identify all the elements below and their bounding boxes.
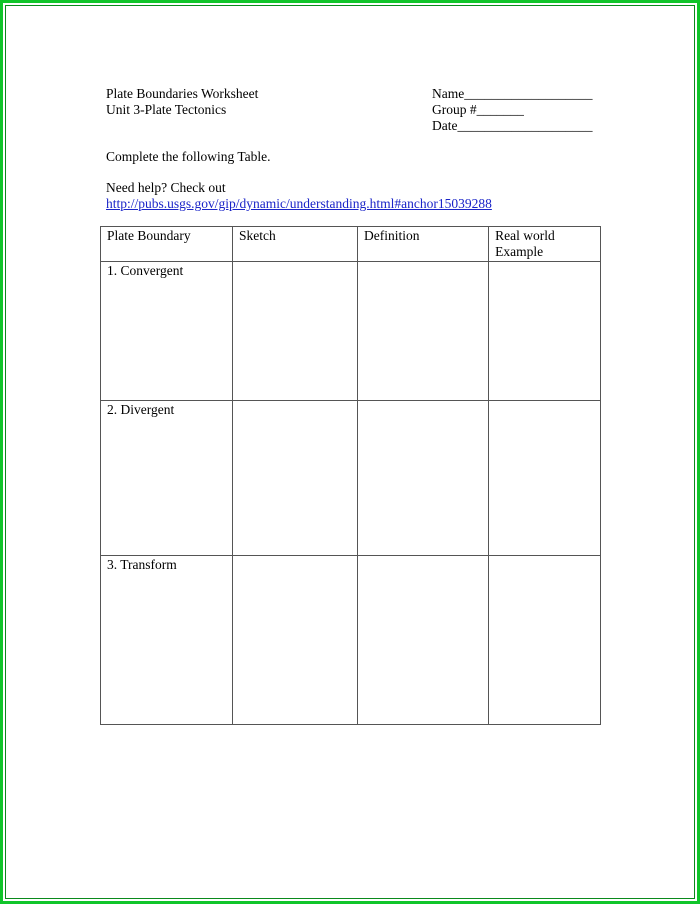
definition-cell[interactable]: [358, 401, 489, 556]
worksheet-title: Plate Boundaries Worksheet: [106, 86, 259, 101]
col-header-definition: Definition: [358, 227, 489, 262]
row-label-transform: 3. Transform: [101, 556, 233, 725]
help-block: [106, 180, 492, 212]
header-left: [106, 86, 258, 118]
instruction-text: Complete the following Table.: [106, 149, 271, 164]
table-row: [101, 401, 601, 556]
date-field: Date____________________: [432, 118, 593, 133]
sketch-cell[interactable]: [233, 401, 358, 556]
usgs-link[interactable]: http://pubs.usgs.gov/gip/dynamic/understanding.html#anchor15039288: [106, 196, 492, 211]
example-cell[interactable]: [489, 262, 601, 401]
definition-cell[interactable]: [358, 556, 489, 725]
table-row: [101, 556, 601, 725]
sketch-cell[interactable]: [233, 556, 358, 725]
header-right: [432, 86, 592, 134]
row-label-divergent: 2. Divergent: [101, 401, 233, 556]
row-label-convergent: 1. Convergent: [101, 262, 233, 401]
table-header-row: [101, 227, 601, 262]
unit-label: Unit 3-Plate Tectonics: [106, 102, 227, 117]
sketch-cell[interactable]: [233, 262, 358, 401]
table-row: [101, 262, 601, 401]
col-header-sketch: Sketch: [233, 227, 358, 262]
group-field: Group #_______: [432, 102, 524, 117]
plate-boundary-table: [100, 226, 601, 725]
col-header-plate-boundary: Plate Boundary: [101, 227, 233, 262]
example-cell[interactable]: [489, 401, 601, 556]
example-cell[interactable]: [489, 556, 601, 725]
col-header-real-world-example: Real world Example: [489, 227, 601, 262]
name-field: Name___________________: [432, 86, 593, 101]
definition-cell[interactable]: [358, 262, 489, 401]
help-text: Need help? Check out: [106, 180, 226, 195]
